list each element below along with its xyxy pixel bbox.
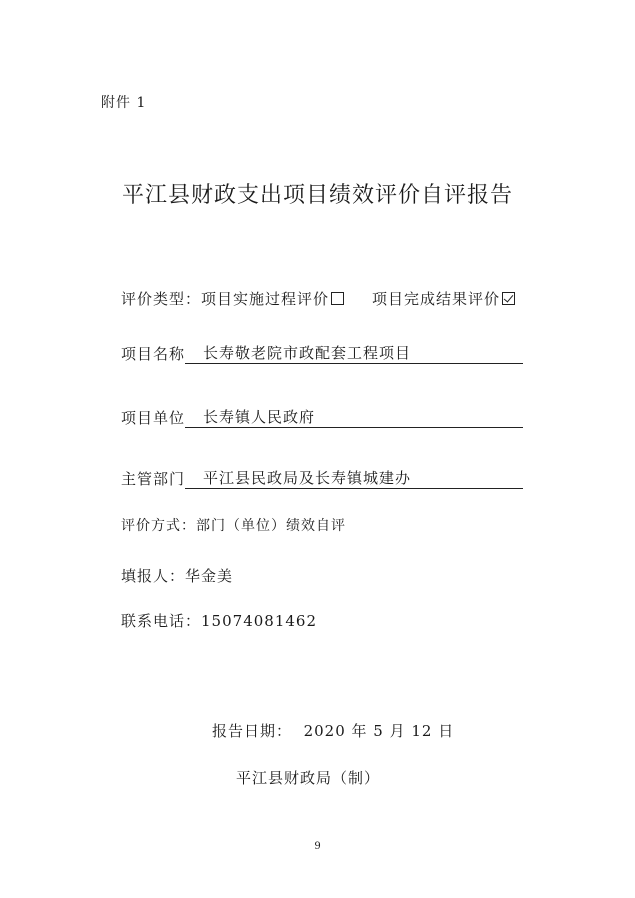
report-title: 平江县财政支出项目绩效评价自评报告 bbox=[121, 183, 513, 208]
report-date-label: 报告日期： bbox=[212, 722, 293, 740]
report-date-value: 2020 年 5 月 12 日 bbox=[303, 722, 455, 740]
supervisor-dept-field[interactable]: 平江县民政局及长寿镇城建办 bbox=[185, 468, 523, 489]
supervisor-dept-row bbox=[121, 468, 523, 489]
page-number: 9 bbox=[314, 841, 321, 852]
supervisor-dept-label: 主管部门 bbox=[121, 470, 186, 488]
evaluation-method-label: 评价方式： bbox=[121, 518, 196, 534]
option2-checkbox[interactable] bbox=[502, 292, 515, 305]
filler-value: 华金美 bbox=[185, 567, 234, 585]
evaluation-method-row bbox=[121, 515, 346, 535]
filler-row bbox=[121, 565, 233, 586]
project-name-row bbox=[121, 343, 523, 364]
evaluation-method-value: 部门（单位）绩效自评 bbox=[196, 518, 346, 534]
attachment-label: 附件 1 bbox=[101, 95, 147, 111]
project-name-label: 项目名称 bbox=[121, 345, 186, 363]
phone-value: 15074081462 bbox=[201, 612, 317, 630]
issuer: 平江县财政局（制） bbox=[236, 769, 381, 787]
phone-label: 联系电话： bbox=[121, 612, 202, 630]
evaluation-type-option1: 项目实施过程评价 bbox=[201, 290, 330, 308]
project-name-field[interactable]: 长寿敬老院市政配套工程项目 bbox=[185, 343, 523, 364]
project-unit-label: 项目单位 bbox=[121, 409, 186, 427]
filler-label: 填报人： bbox=[121, 567, 186, 585]
phone-row bbox=[121, 610, 317, 631]
evaluation-type-row bbox=[121, 288, 515, 309]
evaluation-type-label: 评价类型： bbox=[121, 290, 202, 308]
project-unit-row bbox=[121, 407, 523, 428]
report-date bbox=[212, 720, 454, 741]
option1-checkbox[interactable] bbox=[331, 292, 344, 305]
evaluation-type-option2: 项目完成结果评价 bbox=[372, 290, 501, 308]
project-unit-field[interactable]: 长寿镇人民政府 bbox=[185, 407, 523, 428]
